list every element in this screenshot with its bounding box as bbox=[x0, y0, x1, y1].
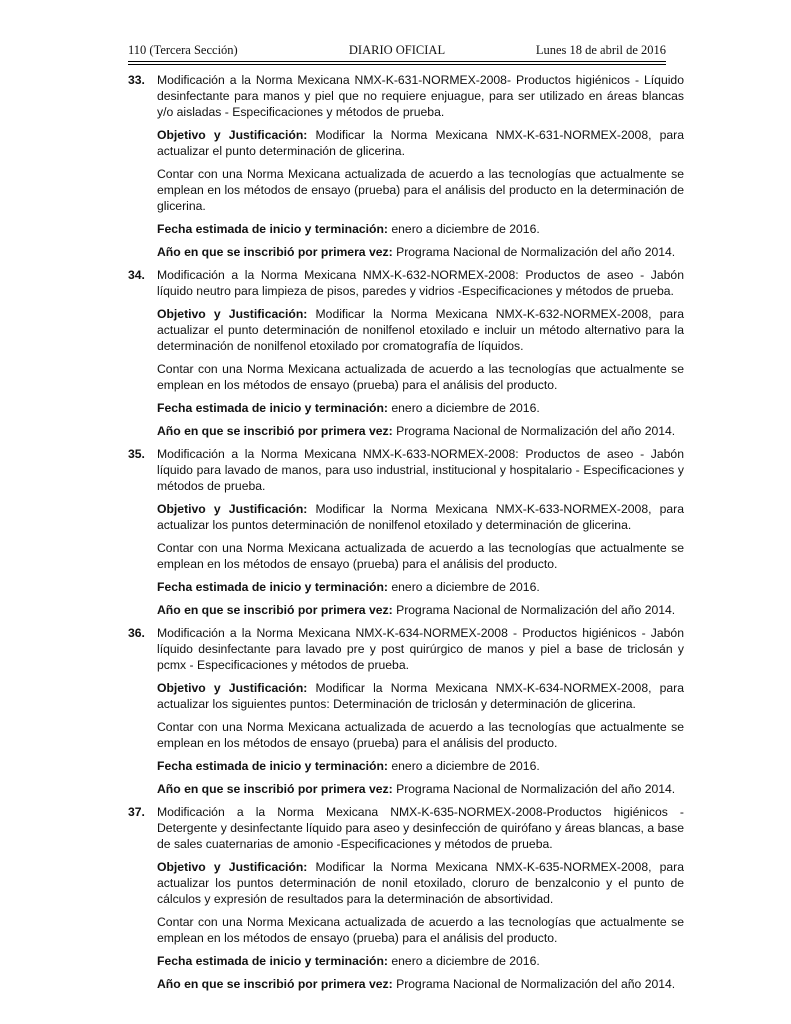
objective-text: Modificar la Norma Mexicana NMX-K-632-NORMEX-2008, para actualizar el punto determinación de nonilfenol etoxilado e incluir un método alternativo para la determinación de nonilfenol etoxilado por cromatografía de líquidos. bbox=[157, 307, 685, 353]
dates-text: enero a diciembre de 2016. bbox=[391, 401, 540, 415]
entry-title: Modificación a la Norma Mexicana NMX-K-633-NORMEX-2008: Productos de aseo - Jabón líquido para lavado de manos, para uso industrial, institucional y hospitalario - Especificaciones y métodos de prueba. bbox=[157, 447, 684, 493]
first-year-text: Programa Nacional de Normalización del año 2014. bbox=[396, 245, 676, 259]
entry-first-year bbox=[157, 423, 684, 439]
entry-objective bbox=[157, 859, 684, 907]
entry-number: 33. bbox=[128, 73, 145, 87]
entry-title: Modificación a la Norma Mexicana NMX-K-632-NORMEX-2008: Productos de aseo - Jabón líquido neutro para limpieza de pisos, paredes y vidrios -Especificaciones y métodos de prueba. bbox=[157, 268, 684, 298]
dates-label: Fecha estimada de inicio y terminación: bbox=[157, 401, 388, 415]
entry-dates bbox=[157, 953, 684, 969]
entry-objective bbox=[157, 680, 684, 712]
header-date: Lunes 18 de abril de 2016 bbox=[535, 43, 666, 57]
entry-34 bbox=[128, 267, 684, 439]
entry-37 bbox=[128, 804, 684, 992]
entry-context: Contar con una Norma Mexicana actualizada de acuerdo a las tecnologías que actualmente se emplean en los métodos de ensayo (prueba) para el análisis del producto. bbox=[157, 720, 684, 750]
first-year-label: Año en que se inscribió por primera vez: bbox=[157, 245, 393, 259]
first-year-label: Año en que se inscribió por primera vez: bbox=[157, 424, 393, 438]
objective-text: Modificar la Norma Mexicana NMX-K-633-NORMEX-2008, para actualizar los puntos determinación de nonilfenol etoxilado y determinación de glicerina. bbox=[157, 502, 685, 532]
header-rule bbox=[128, 61, 666, 65]
entry-number: 34. bbox=[128, 268, 145, 282]
entry-context: Contar con una Norma Mexicana actualizada de acuerdo a las tecnologías que actualmente se emplean en los métodos de ensayo (prueba) para el análisis del producto en la determinación de glicerina. bbox=[157, 167, 684, 213]
dates-text: enero a diciembre de 2016. bbox=[391, 759, 540, 773]
entry-36 bbox=[128, 625, 684, 797]
first-year-text: Programa Nacional de Normalización del año 2014. bbox=[396, 782, 676, 796]
objective-label: Objetivo y Justificación: bbox=[157, 860, 308, 874]
objective-text: Modificar la Norma Mexicana NMX-K-634-NORMEX-2008, para actualizar los siguientes puntos: Determinación de triclosán y determinación de glicerina. bbox=[157, 681, 685, 711]
entry-35 bbox=[128, 446, 684, 618]
first-year-label: Año en que se inscribió por primera vez: bbox=[157, 977, 393, 991]
entry-title: Modificación a la Norma Mexicana NMX-K-634-NORMEX-2008 - Productos higiénicos - Jabón líquido desinfectante para lavado pre y post quirúrgico de manos y piel a base de triclosán y pcmx - Especificaciones y métodos de prueba. bbox=[157, 626, 684, 672]
objective-text: Modificar la Norma Mexicana NMX-K-631-NORMEX-2008, para actualizar el punto determinación de glicerina. bbox=[157, 128, 685, 158]
entry-number: 36. bbox=[128, 626, 145, 640]
entry-first-year bbox=[157, 976, 684, 992]
objective-label: Objetivo y Justificación: bbox=[157, 502, 308, 516]
entry-number: 37. bbox=[128, 805, 145, 819]
dates-text: enero a diciembre de 2016. bbox=[391, 222, 540, 236]
first-year-label: Año en que se inscribió por primera vez: bbox=[157, 782, 393, 796]
entry-objective bbox=[157, 501, 684, 533]
entry-first-year bbox=[157, 781, 684, 797]
entry-context: Contar con una Norma Mexicana actualizada de acuerdo a las tecnologías que actualmente se emplean en los métodos de ensayo (prueba) para el análisis del producto. bbox=[157, 915, 684, 945]
entry-number: 35. bbox=[128, 447, 145, 461]
objective-label: Objetivo y Justificación: bbox=[157, 681, 308, 695]
entry-dates bbox=[157, 758, 684, 774]
entry-context: Contar con una Norma Mexicana actualizada de acuerdo a las tecnologías que actualmente se emplean en los métodos de ensayo (prueba) para el análisis del producto. bbox=[157, 362, 684, 392]
dates-label: Fecha estimada de inicio y terminación: bbox=[157, 580, 388, 594]
first-year-label: Año en que se inscribió por primera vez: bbox=[157, 603, 393, 617]
entry-dates bbox=[157, 400, 684, 416]
header-page-section: 110 (Tercera Sección) bbox=[128, 43, 238, 57]
entry-title: Modificación a la Norma Mexicana NMX-K-631-NORMEX-2008- Productos higiénicos - Líquido desinfectante para manos y piel que no requiere enjuague, para ser utilizado en áreas blancas y/o aisladas - Especificaciones y métodos de prueba. bbox=[157, 73, 684, 119]
header-publication: DIARIO OFICIAL bbox=[348, 43, 446, 57]
entry-dates bbox=[157, 579, 684, 595]
entry-33 bbox=[128, 72, 684, 260]
entry-first-year bbox=[157, 244, 684, 260]
entry-dates bbox=[157, 221, 684, 237]
objective-label: Objetivo y Justificación: bbox=[157, 307, 308, 321]
entry-objective bbox=[157, 306, 684, 354]
document-body bbox=[128, 72, 684, 999]
dates-label: Fecha estimada de inicio y terminación: bbox=[157, 954, 388, 968]
objective-text: Modificar la Norma Mexicana NMX-K-635-NORMEX-2008, para actualizar los puntos determinación de nonil etoxilado, cloruro de benzalconio y el punto de cálculos y expresión de resultados para la determinación de absortividad. bbox=[157, 860, 685, 906]
entry-context: Contar con una Norma Mexicana actualizada de acuerdo a las tecnologías que actualmente se emplean en los métodos de ensayo (prueba) para el análisis del producto. bbox=[157, 541, 684, 571]
entry-title: Modificación a la Norma Mexicana NMX-K-635-NORMEX-2008-Productos higiénicos - Detergente y desinfectante líquido para aseo y desinfección de quirófano y áreas blancas, a base de sales cuaternarias de amonio -Especificaciones y métodos de prueba. bbox=[157, 805, 684, 851]
objective-label: Objetivo y Justificación: bbox=[157, 128, 308, 142]
entry-first-year bbox=[157, 602, 684, 618]
page-header bbox=[128, 43, 666, 60]
dates-text: enero a diciembre de 2016. bbox=[391, 580, 540, 594]
first-year-text: Programa Nacional de Normalización del año 2014. bbox=[396, 424, 676, 438]
first-year-text: Programa Nacional de Normalización del año 2014. bbox=[396, 603, 676, 617]
dates-text: enero a diciembre de 2016. bbox=[391, 954, 540, 968]
dates-label: Fecha estimada de inicio y terminación: bbox=[157, 222, 388, 236]
dates-label: Fecha estimada de inicio y terminación: bbox=[157, 759, 388, 773]
entry-objective bbox=[157, 127, 684, 159]
first-year-text: Programa Nacional de Normalización del año 2014. bbox=[396, 977, 676, 991]
